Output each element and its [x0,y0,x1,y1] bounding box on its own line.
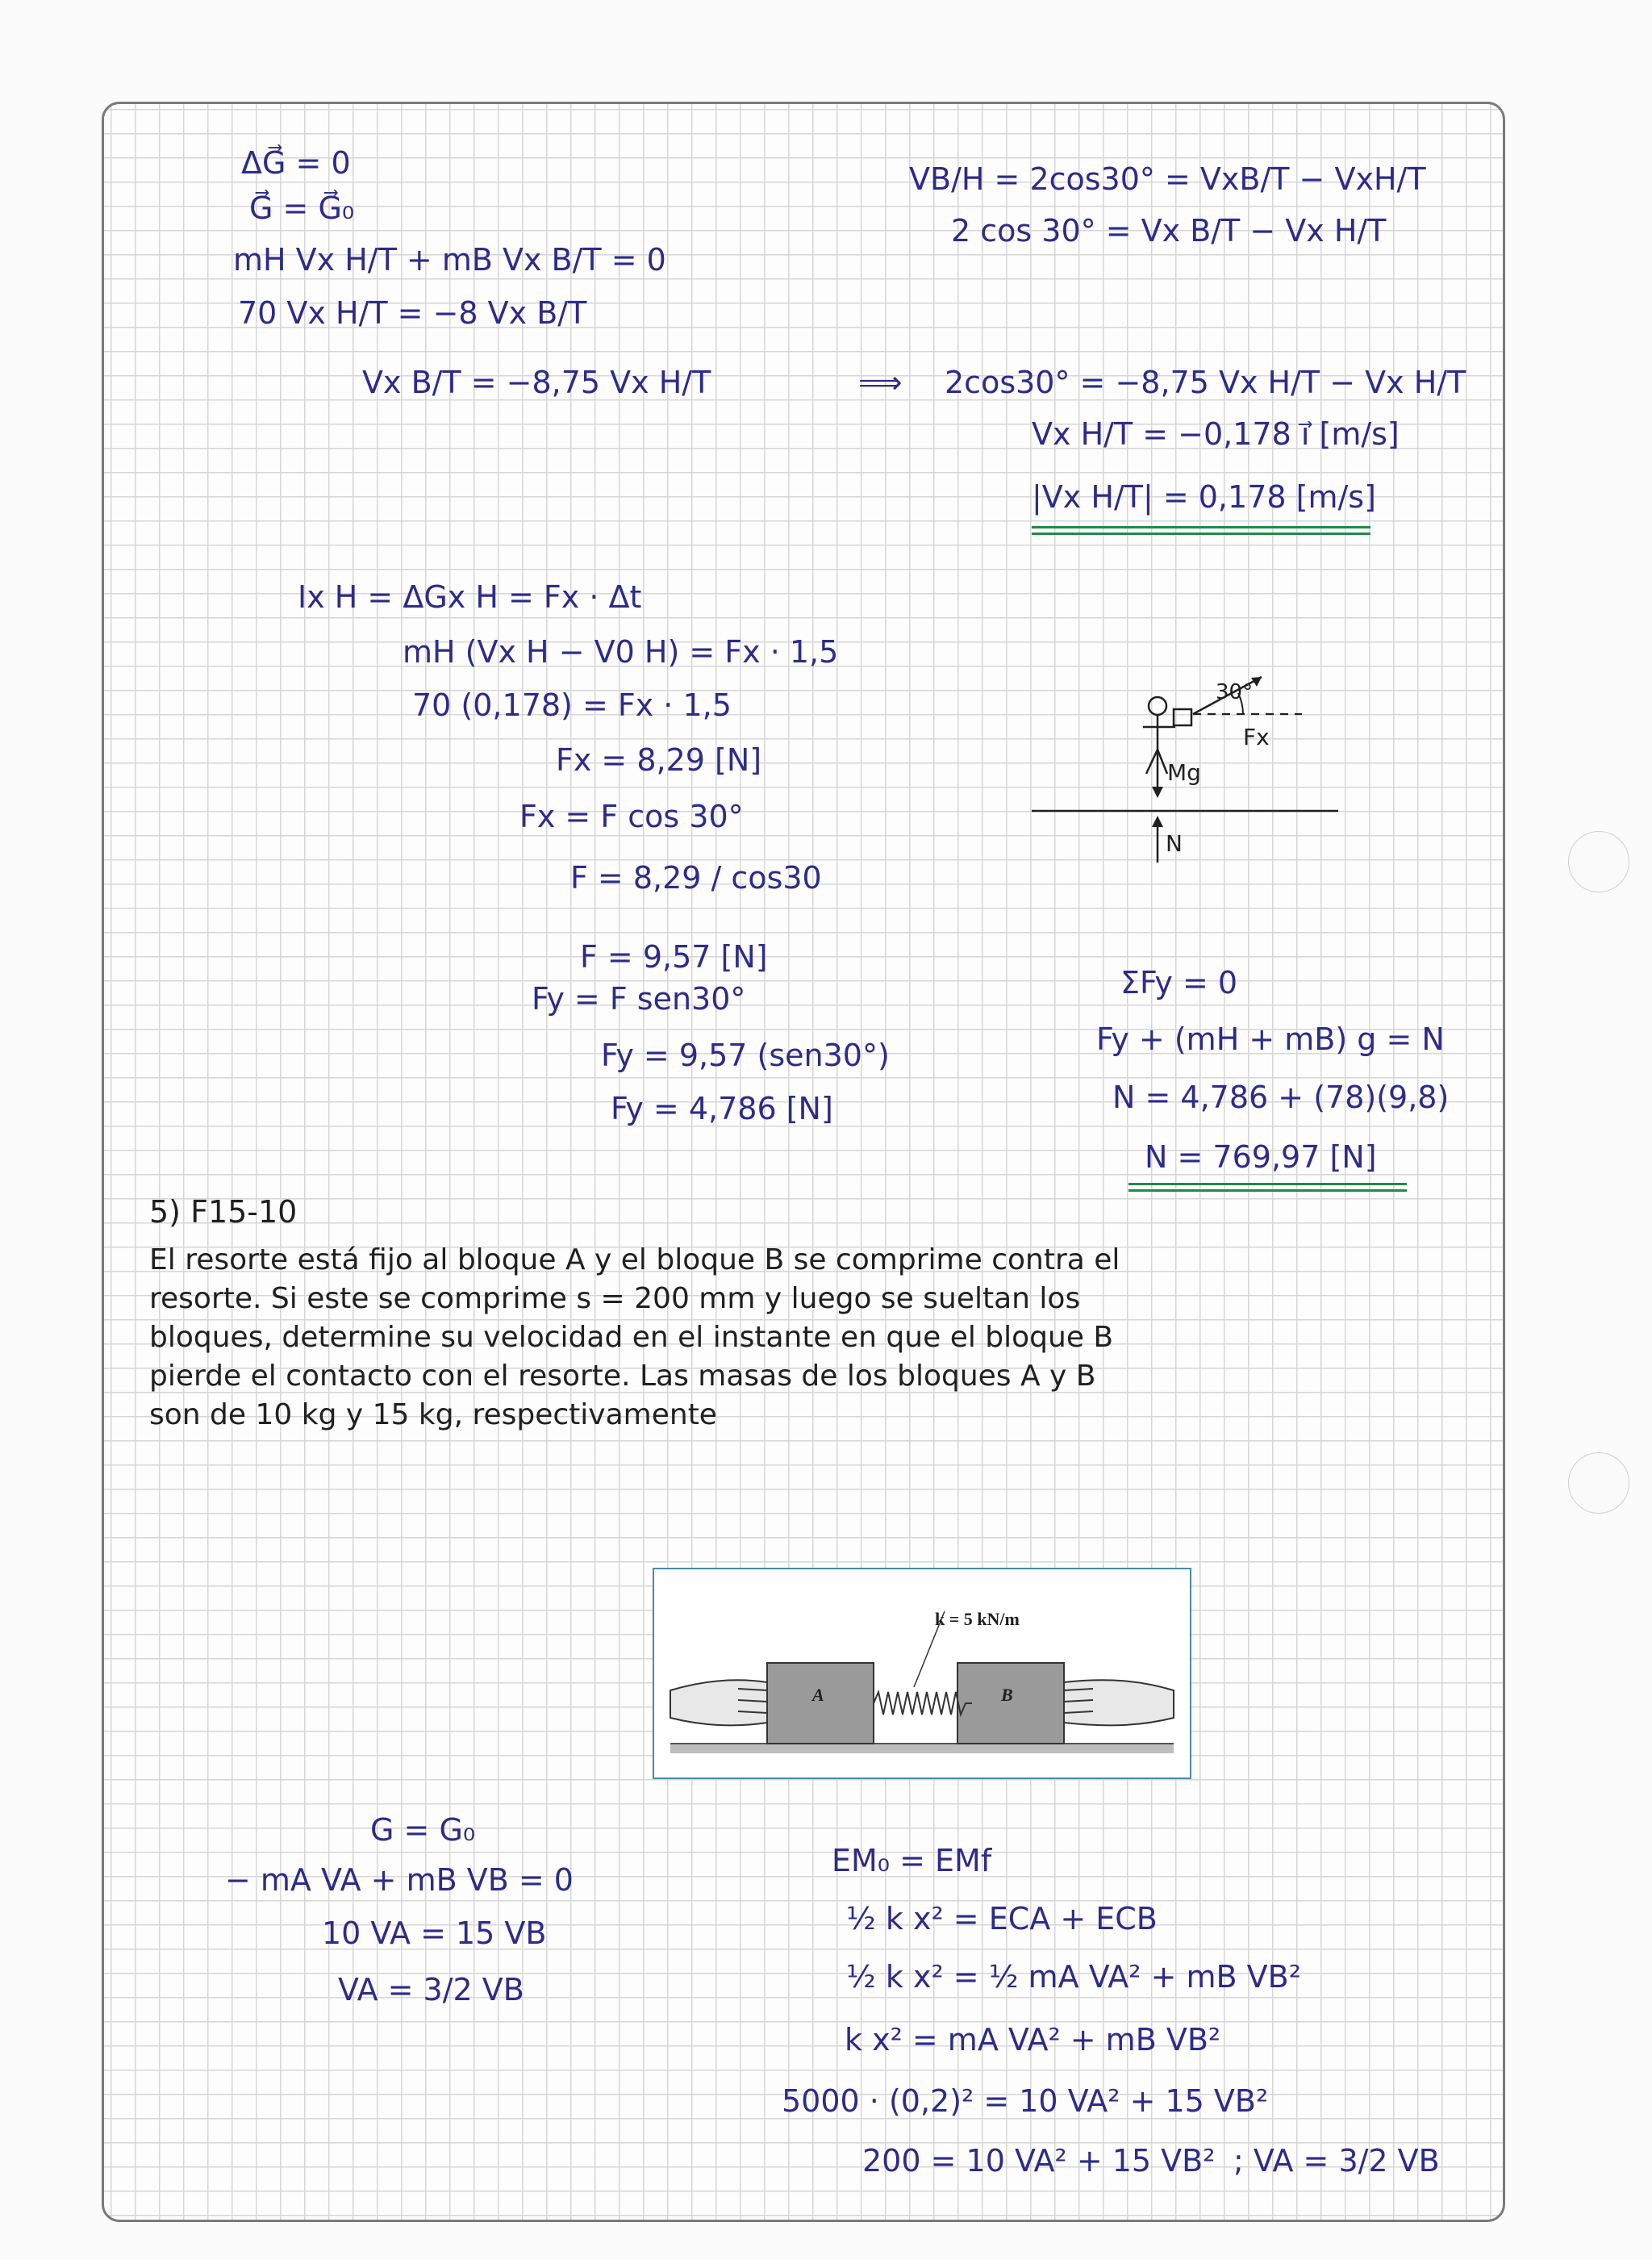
velocity-line: 2 cos 30° = Vx B/T − Vx H/T [951,213,1387,249]
punch-hole-bottom [1568,1452,1629,1514]
velocity-result: |Vx H/T| = 0,178 [m/s] [1032,479,1376,515]
energy-line: ; VA = 3/2 VB [1233,2143,1440,2179]
momentum-line: G⃗ = G⃗₀ [249,190,355,226]
energy-line: ½ k x² = ECA + ECB [846,1901,1158,1936]
impulse-line: Fx = 8,29 [N] [556,742,762,778]
forces-line: ΣFy = 0 [1120,965,1238,1000]
energy-line: 5000 · (0,2)² = 10 VA² + 15 VB² [782,2083,1269,2119]
grid-paper-sheet [102,102,1505,2222]
energy-line: 200 = 10 VA² + 15 VB² [862,2143,1216,2179]
fbd-mg-label: Mg [1167,759,1201,786]
impulse-line: F = 8,29 / cos30 [570,860,822,896]
impulse-line: Fy = 4,786 [N] [611,1091,833,1126]
energy-line: k x² = mA VA² + mB VB² [845,2022,1221,2057]
fbd-angle-label: 30° [1216,680,1254,704]
person-leg [1146,750,1158,774]
implies-arrow: ⟹ [858,365,903,400]
punch-hole-top [1568,831,1629,892]
block-a-label: A [812,1685,824,1705]
problem-line: son de 10 kg y 15 kg, respectivamente [149,1398,717,1431]
impulse-line: Fy = F sen30° [532,981,746,1017]
fbd-fx-label: Fx [1243,724,1270,750]
momentum-line: 70 Vx H/T = −8 Vx B/T [238,295,587,331]
conservation-line: G = G₀ [370,1812,476,1848]
impulse-line: 70 (0,178) = Fx · 1,5 [412,687,732,723]
momentum-line: ΔG⃗ = 0 [241,145,351,181]
result-underline [1128,1189,1407,1192]
energy-line: ½ k x² = ½ mA VA² + mB VB² [846,1959,1301,1995]
result-underline [1128,1183,1407,1185]
momentum-line: Vx B/T = −8,75 Vx H/T [362,365,711,400]
conservation-line: 10 VA = 15 VB [322,1915,547,1951]
impulse-line: Ix H = ΔGx H = Fx · Δt [298,579,642,615]
problem-number: 5) F15-10 [149,1194,298,1230]
forces-line: N = 4,786 + (78)(9,8) [1112,1080,1450,1115]
impulse-line: F = 9,57 [N] [580,939,768,975]
problem-line: resorte. Si este se comprime s = 200 mm y luego se sueltan los [149,1282,1081,1315]
result-underline [1032,533,1370,535]
problem-line: pierde el contacto con el resorte. Las masas de los bloques A y B [149,1360,1096,1393]
energy-line: EM₀ = EMf [832,1843,992,1878]
person-head [1149,697,1166,715]
momentum-line: mH Vx H/T + mB Vx B/T = 0 [233,242,666,278]
velocity-line: VB/H = 2cos30° = VxB/T − VxH/T [909,161,1426,197]
block-held [1174,709,1191,725]
impulse-line: Fx = F cos 30° [519,799,744,834]
forces-line: Fy + (mH + mB) g = N [1096,1021,1445,1057]
impulse-line: mH (Vx H − V0 H) = Fx · 1,5 [403,634,839,670]
fbd-n-label: N [1166,830,1183,857]
problem-line: bloques, determine su velocidad en el instante en que el bloque B [149,1321,1114,1354]
left-hand [670,1680,767,1725]
figure-drawing [654,1569,1190,1778]
forces-result: N = 769,97 [N] [1145,1139,1377,1175]
velocity-line: 2cos30° = −8,75 Vx H/T − Vx H/T [945,365,1466,400]
ground-surface [670,1744,1174,1753]
spring-blocks-figure [653,1568,1191,1779]
impulse-line: Fy = 9,57 (sen30°) [601,1038,890,1073]
result-underline [1032,526,1370,528]
spring-constant-label: k = 5 kN/m [935,1609,1020,1629]
conservation-line: − mA VA + mB VB = 0 [225,1862,574,1898]
free-body-diagram [1032,661,1403,919]
right-hand [1064,1680,1174,1725]
velocity-line: Vx H/T = −0,178 i⃗ [m/s] [1032,416,1400,452]
problem-line: El resorte está fijo al bloque A y el bloque B se comprime contra el [149,1243,1120,1276]
conservation-line: VA = 3/2 VB [338,1972,524,2007]
block-b-label: B [1001,1685,1013,1705]
person-leg [1158,750,1167,774]
